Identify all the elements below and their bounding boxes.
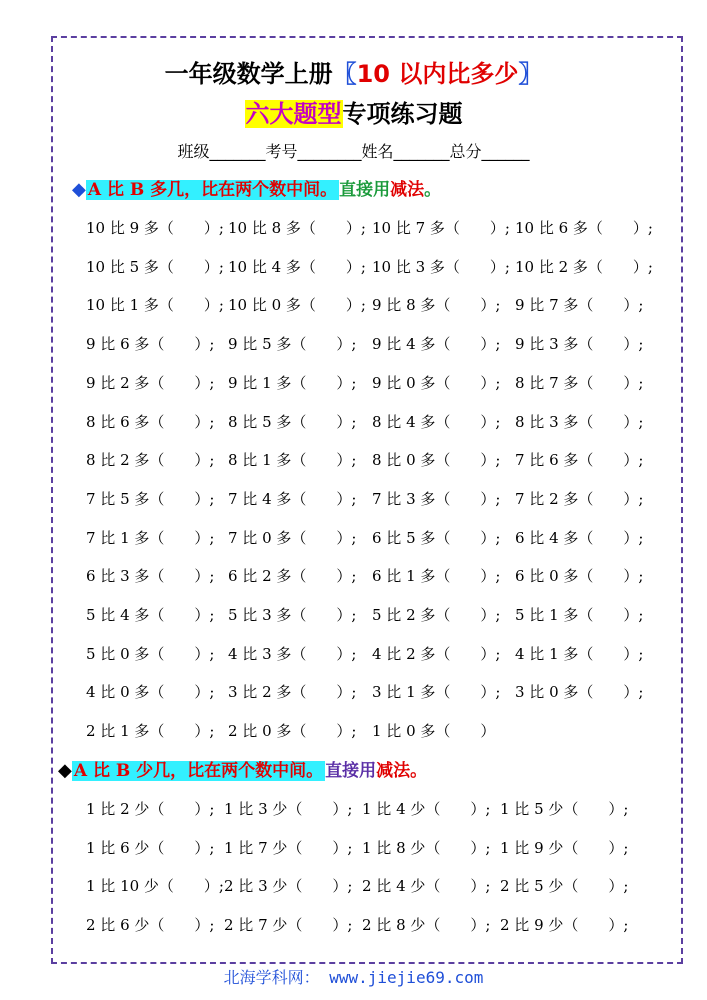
exercise-item: 8 比 5 多（ ）; <box>228 412 357 431</box>
exercise-row <box>0 603 707 627</box>
exercise-item: 2 比 9 少（ ）; <box>500 916 629 935</box>
exercise-item: 7 比 6 多（ ）; <box>515 451 644 470</box>
exercise-item: 8 比 3 多（ ）; <box>515 412 644 431</box>
exercise-item: 9 比 7 多（ ）; <box>515 296 644 315</box>
exercise-row <box>0 332 707 356</box>
exercise-item: 2 比 4 少（ ）; <box>362 877 491 896</box>
exercise-item: 10 比 0 多（ ）; <box>228 296 366 315</box>
exercise-row <box>0 526 707 550</box>
exercise-item: 10 比 8 多（ ）; <box>228 219 366 237</box>
exercise-row <box>0 371 707 395</box>
exercise-item: 10 比 7 多（ ）; <box>372 219 510 237</box>
exercise-item: 2 比 1 多（ ）; <box>86 722 215 741</box>
exercise-item: 8 比 2 多（ ）; <box>86 451 215 470</box>
page-title <box>0 56 707 92</box>
exercise-row <box>0 836 707 860</box>
exercise-item: 6 比 0 多（ ）; <box>515 567 644 586</box>
exercise-item: 8 比 0 多（ ）; <box>372 451 501 470</box>
title-bracket-close: 〗 <box>518 60 543 88</box>
exercise-row <box>0 293 707 317</box>
exercise-item: 6 比 5 多（ ）; <box>372 528 501 547</box>
exercise-item: 1 比 0 多（ ） <box>372 722 496 741</box>
exercise-item: 7 比 4 多（ ）; <box>228 489 357 508</box>
exercise-item: 8 比 6 多（ ）; <box>86 412 215 431</box>
exercise-item: 4 比 0 多（ ）; <box>86 683 215 702</box>
exercise-item: 1 比 9 少（ ）; <box>500 838 629 857</box>
exercise-item: 3 比 1 多（ ）; <box>372 683 501 702</box>
section2-hint-method: 减法 <box>376 761 411 781</box>
section1-hint-end: 。 <box>424 180 442 200</box>
exercise-row <box>0 410 707 434</box>
exercise-item: 6 比 4 多（ ）; <box>515 528 644 547</box>
exercise-item: 10 比 3 多（ ）; <box>372 257 510 276</box>
diamond-bullet-icon: ◆ <box>58 760 72 781</box>
exercise-item: 10 比 5 多（ ）; <box>86 257 224 276</box>
exercise-item: 10 比 6 多（ ）; <box>515 219 653 237</box>
exercise-item: 1 比 6 少（ ）; <box>86 838 215 857</box>
exercise-row <box>0 216 707 240</box>
section2-heading <box>58 757 427 785</box>
exercise-item: 7 比 0 多（ ）; <box>228 528 357 547</box>
section1-heading <box>72 176 441 204</box>
exercise-item: 2 比 5 少（ ）; <box>500 877 629 896</box>
exercise-item: 2 比 0 多（ ）; <box>228 722 357 741</box>
exercise-item: 4 比 2 多（ ）; <box>372 644 501 663</box>
exercise-item: 1 比 8 少（ ）; <box>362 838 491 857</box>
exercise-item: 9 比 6 多（ ）; <box>86 335 215 354</box>
subtitle-highlight: 六大题型 <box>245 100 342 128</box>
exercise-item: 1 比 10 少（ ）; <box>86 877 224 896</box>
exercise-row <box>0 719 707 743</box>
exercise-item: 7 比 1 多（ ）; <box>86 528 215 547</box>
exercise-item: 7 比 2 多（ ）; <box>515 489 644 508</box>
section1-rule: A 比 B 多几，比在两个数中间。 <box>87 180 338 200</box>
exercise-item: 2 比 8 少（ ）; <box>362 916 491 935</box>
exercise-item: 9 比 0 多（ ）; <box>372 373 501 392</box>
exercise-item: 1 比 2 少（ ）; <box>86 800 215 818</box>
title-grade: 一年级数学上册 <box>164 60 333 88</box>
exercise-row <box>0 913 707 937</box>
title-bracket-open: 〖 <box>332 60 357 88</box>
exercise-item: 10 比 4 多（ ）; <box>228 257 366 276</box>
section2-hint-end: 。 <box>410 761 428 781</box>
exercise-item: 2 比 3 少（ ）; <box>224 877 353 896</box>
footer-watermark: 北海学科网： www.jiejie69.com <box>223 968 484 987</box>
exercise-row <box>0 448 707 472</box>
exercise-item: 5 比 2 多（ ）; <box>372 606 501 624</box>
exercise-item: 6 比 2 多（ ）; <box>228 567 357 586</box>
exercise-item: 10 比 9 多（ ）; <box>86 219 224 237</box>
section2-rule: A 比 B 少几，比在两个数中间。 <box>73 761 324 781</box>
exercise-row <box>0 680 707 704</box>
exercise-item: 2 比 6 少（ ）; <box>86 916 215 935</box>
exercise-item: 9 比 3 多（ ）; <box>515 335 644 354</box>
exercise-item: 8 比 1 多（ ）; <box>228 451 357 470</box>
exercise-item: 7 比 3 多（ ）; <box>372 489 501 508</box>
exercise-item: 8 比 4 多（ ）; <box>372 412 501 431</box>
exercise-row <box>0 487 707 511</box>
exercise-item: 10 比 2 多（ ）; <box>515 257 653 276</box>
exercise-item: 5 比 1 多（ ）; <box>515 606 644 624</box>
exercise-row <box>0 255 707 279</box>
section2-hint-prefix: 直接用 <box>325 761 377 781</box>
title-topic: 10 以内比多少 <box>356 60 519 88</box>
exercise-item: 9 比 8 多（ ）; <box>372 296 501 315</box>
exercise-item: 3 比 2 多（ ）; <box>228 683 357 702</box>
exercise-item: 5 比 4 多（ ）; <box>86 606 215 624</box>
exercise-item: 4 比 1 多（ ）; <box>515 644 644 663</box>
exercise-item: 3 比 0 多（ ）; <box>515 683 644 702</box>
exercise-item: 2 比 7 少（ ）; <box>224 916 353 935</box>
exercise-row <box>0 564 707 588</box>
exercise-item: 1 比 7 少（ ）; <box>224 838 353 857</box>
exercise-row <box>0 797 707 821</box>
student-info-line: 班级_______考号________姓名_______总分______ <box>177 142 530 161</box>
exercise-item: 1 比 4 少（ ）; <box>362 800 491 818</box>
exercise-row <box>0 874 707 898</box>
exercise-item: 9 比 5 多（ ）; <box>228 335 357 354</box>
exercise-item: 4 比 3 多（ ）; <box>228 644 357 663</box>
exercise-item: 8 比 7 多（ ）; <box>515 373 644 392</box>
exercise-item: 6 比 3 多（ ）; <box>86 567 215 586</box>
exercise-item: 6 比 1 多（ ）; <box>372 567 501 586</box>
exercise-item: 7 比 5 多（ ）; <box>86 489 215 508</box>
exercise-item: 5 比 3 多（ ）; <box>228 606 357 624</box>
page-subtitle <box>0 96 707 132</box>
section1-hint-prefix: 直接用 <box>339 180 391 200</box>
exercise-item: 5 比 0 多（ ）; <box>86 644 215 663</box>
exercise-row <box>0 642 707 666</box>
exercise-item: 1 比 5 少（ ）; <box>500 800 629 818</box>
section1-hint-method: 减法 <box>390 180 425 200</box>
exercise-item: 1 比 3 少（ ）; <box>224 800 353 818</box>
subtitle-rest: 专项练习题 <box>342 100 463 128</box>
diamond-bullet-icon: ◆ <box>72 179 86 200</box>
exercise-item: 10 比 1 多（ ）; <box>86 296 224 315</box>
exercise-item: 9 比 2 多（ ）; <box>86 373 215 392</box>
exercise-item: 9 比 1 多（ ）; <box>228 373 357 392</box>
exercise-item: 9 比 4 多（ ）; <box>372 335 501 354</box>
